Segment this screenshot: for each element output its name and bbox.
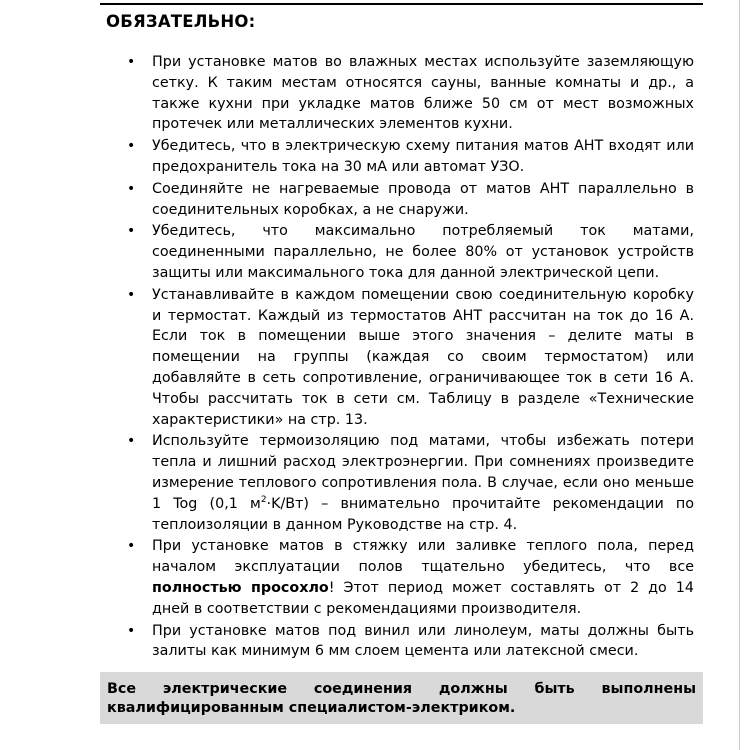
bullet-icon: • bbox=[127, 54, 136, 70]
list-item bbox=[126, 285, 694, 431]
list-item bbox=[126, 221, 694, 283]
warning-text: Все электрические соединения должны быть выполнены квалифицированным специалистом-электриком. bbox=[107, 681, 696, 716]
bold-emphasis: полностью просохло bbox=[152, 579, 329, 596]
bullet-icon: • bbox=[127, 138, 136, 155]
list-item bbox=[126, 136, 694, 178]
list-item bbox=[126, 52, 694, 135]
list-item bbox=[126, 431, 694, 535]
warning-box bbox=[100, 672, 703, 724]
bullet-icon: • bbox=[127, 223, 136, 240]
list-item-text: Устанавливайте в каждом помещении свою соединительную коробку и термостат. Каждый из термостатов АНТ рассчитан на ток до 16 А. Если ток в помещении выше этого значения – делите маты в помещении на группы (каждая со своим термостатом) или добавляйте в сеть сопротивление, ограничивающее ток в сети 16 А. Чтобы рассчитать ток в сети см. Таблицу в разделе «Технические характеристики» на стр. 13. bbox=[152, 286, 694, 428]
list-item bbox=[126, 179, 694, 221]
text-part: Используйте термоизоляцию под матами, чтобы избежать потери тепла и лишний расход электроэнергии. При сомнениях произведите измерение теплового сопротивления пола. В случае, если оно меньше 1 Tog (0,1 м bbox=[152, 433, 694, 512]
list-item-text bbox=[152, 433, 694, 532]
list-item-text: Соединяйте не нагреваемые провода от матов АНТ параллельно в соединительных коробках, а не снаружи. bbox=[152, 180, 694, 218]
bullet-icon: • bbox=[127, 286, 136, 303]
text-part: ·K/Вт) – внимательно прочитайте рекомендации по теплоизоляции в данном Руководстве на стр. 4. bbox=[152, 495, 694, 533]
header-rule bbox=[100, 3, 703, 5]
bullet-icon: • bbox=[127, 538, 136, 555]
list-item bbox=[126, 621, 694, 663]
superscript: 2 bbox=[260, 494, 267, 505]
page-edge-line bbox=[739, 0, 740, 750]
list-item bbox=[126, 536, 694, 619]
text-part: ! Этот период может составлять от 2 до 14 дней в соответствии с рекомендациями производителя. bbox=[152, 579, 694, 617]
bullet-icon: • bbox=[127, 180, 136, 197]
section-heading: ОБЯЗАТЕЛЬНО: bbox=[106, 12, 256, 31]
list-item-text: При установке матов под винил или линолеум, маты должны быть залиты как минимум 6 мм слоем цемента или латексной смеси. bbox=[152, 622, 694, 660]
list-item-text bbox=[152, 538, 694, 616]
list-item-text: При установке матов во влажных местах используйте заземляющую сетку. К таким местам относятся сауны, ванные комнаты и др., а также кухни при укладке матов ближе 50 см от мест возможных протечек или металлических элементов кухни. bbox=[152, 54, 694, 133]
bullet-icon: • bbox=[127, 622, 136, 639]
list-item-text: Убедитесь, что максимально потребляемый ток матами, соединенными параллельно, не более 80% от установок устройств защиты или максимального тока для данной электрической цепи. bbox=[152, 223, 694, 281]
text-part: При установке матов в стяжку или заливке теплого пола, перед началом эксплуатации полов тщательно убедитесь, что все bbox=[152, 538, 694, 576]
requirements-list bbox=[126, 52, 694, 663]
bullet-icon: • bbox=[127, 433, 136, 450]
list-item-text: Убедитесь, что в электрическую схему питания матов АНТ входят или предохранитель тока на 30 мА или автомат УЗО. bbox=[152, 138, 694, 175]
